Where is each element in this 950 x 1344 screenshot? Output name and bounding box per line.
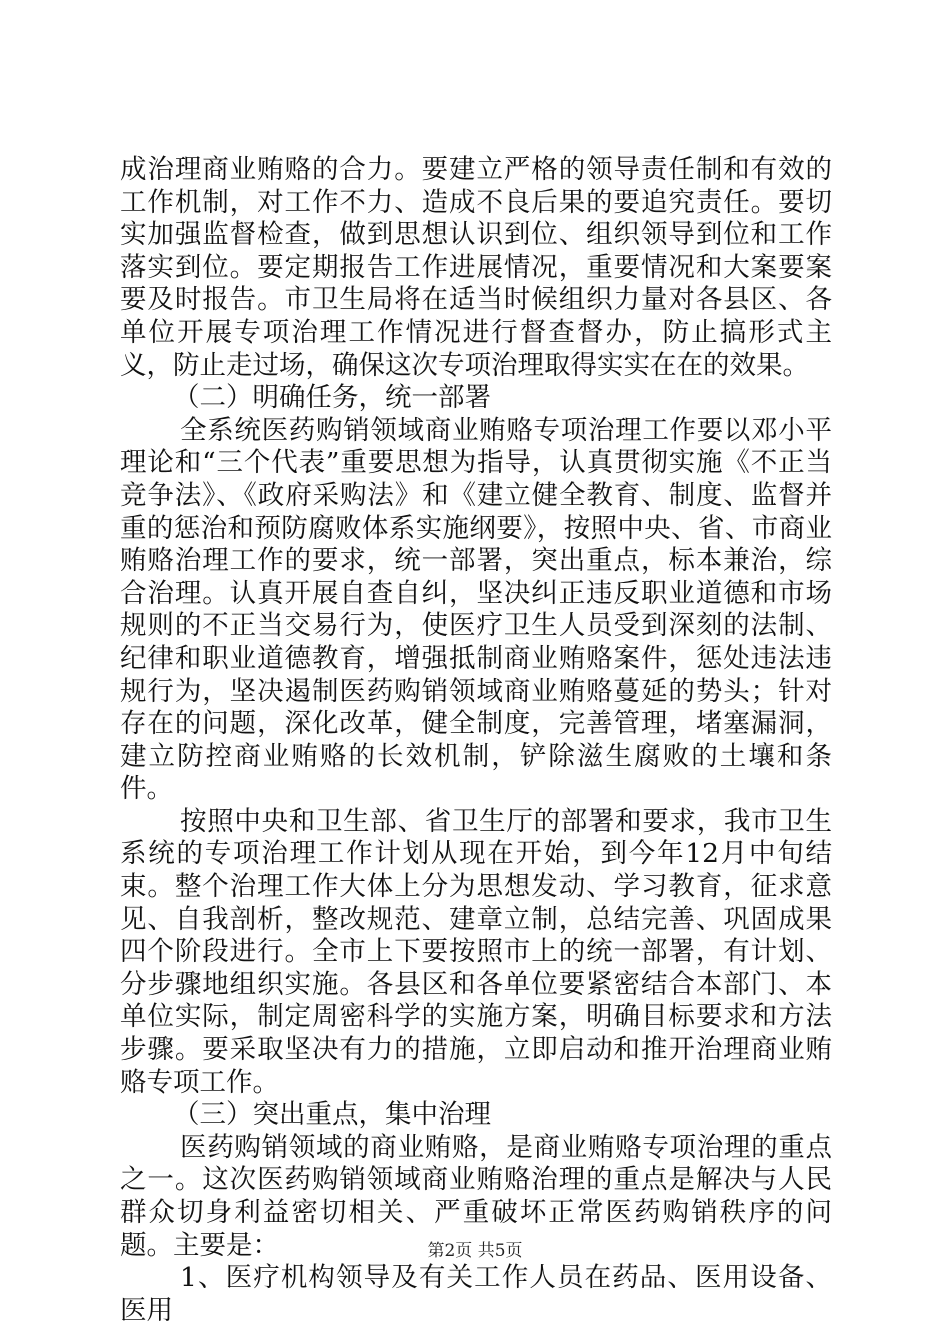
section-heading-2: （二）明确任务，统一部署 [173, 382, 491, 414]
paragraph-key-focus: 医药购销领域的商业贿赂，是商业贿赂专项治理的重点之一。这次医药购销领域商业贿赂治理的重点是解决与人民群众切身利益密切相关、严重破坏正常医药购销秩序的问题。主要是： [120, 1131, 832, 1261]
paragraph-schedule: 按照中央和卫生部、省卫生厅的部署和要求，我市卫生系统的专项治理工作计划从现在开始，到今年12月中旬结束。整个治理工作大体上分为思想发动、学习教育，征求意见、自我剖析，整改规范、建章立制，总结完善、巩固成果四个阶段进行。全市上下要按照市上的统一部署，有计划、分步骤地组织实施。各县区和各单位要紧密结合本部门、本单位实际，制定周密科学的实施方案，明确目标要求和方法步骤。要采取坚决有力的措施，立即启动和推开治理商业贿赂专项工作。 [120, 805, 832, 1098]
paragraph-item-1: 1、医疗机构领导及有关工作人员在药品、医用设备、医用 [120, 1262, 832, 1326]
paragraph-guiding-principles: 全系统医药购销领域商业贿赂专项治理工作要以邓小平理论和“三个代表”重要思想为指导，认真贯彻实施《不正当竞争法》、《政府采购法》和《建立健全教育、制度、监督并重的惩治和预防腐败体系实施纲要》，按照中央、省、市商业贿赂治理工作的要求，统一部署，突出重点，标本兼治，综合治理。认真开展自查自纠，坚决纠正违反职业道德和市场规则的不正当交易行为，使医疗卫生人员受到深刻的法制、纪律和职业道德教育，增强抵制商业贿赂案件，惩处违法违规行为，坚决遏制医药购销领域商业贿赂蔓延的势头；针对存在的问题，深化改革，健全制度，完善管理，堵塞漏洞，建立防控商业贿赂的长效机制，铲除滋生腐败的土壤和条件。 [120, 414, 832, 805]
document-body [120, 154, 832, 1327]
section-heading-3: （三）突出重点，集中治理 [173, 1099, 491, 1131]
page-number-footer: 第2页 共5页 [427, 1241, 523, 1261]
paragraph-continuation: 成治理商业贿赂的合力。要建立严格的领导责任制和有效的工作机制，对工作不力、造成不良后果的要追究责任。要切实加强监督检查，做到思想认识到位、组织领导到位和工作落实到位。要定期报告工作进展情况，重要情况和大案要案要及时报告。市卫生局将在适当时候组织力量对各县区、各单位开展专项治理工作情况进行督查督办，防止搞形式主义，防止走过场，确保这次专项治理取得实实在在的效果。 [120, 154, 832, 381]
